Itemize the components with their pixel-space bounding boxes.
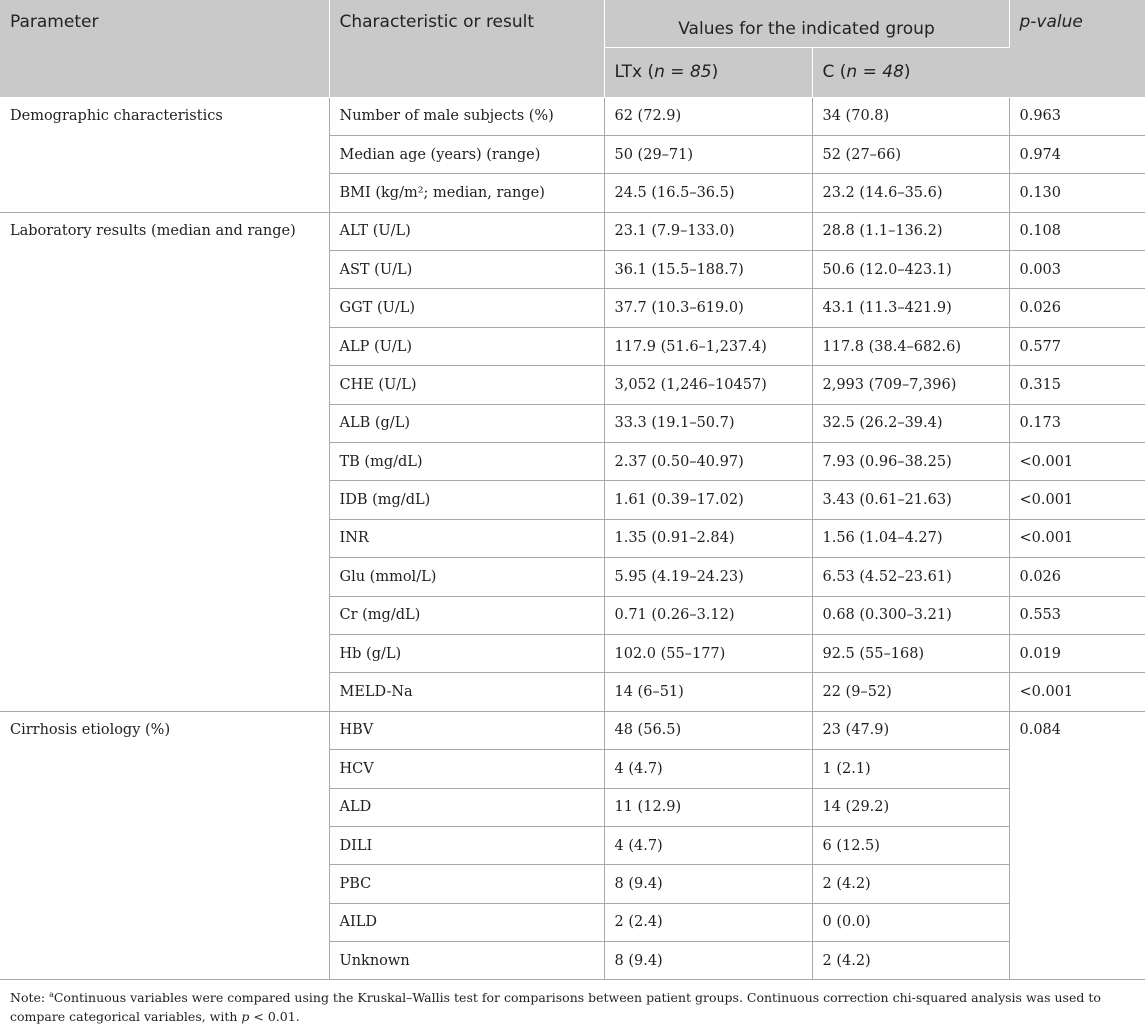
cell-c-value: 14 (29.2) bbox=[812, 788, 1009, 826]
cell-c-value: 7.93 (0.96–38.25) bbox=[812, 443, 1009, 481]
cell-ltx-value: 48 (56.5) bbox=[604, 711, 812, 749]
cell-c-value: 28.8 (1.1–136.2) bbox=[812, 212, 1009, 250]
table-row bbox=[0, 711, 1145, 749]
cell-characteristic: HCV bbox=[329, 750, 604, 788]
section-label: Demographic characteristics bbox=[0, 97, 329, 212]
cell-c-value: 2 (4.2) bbox=[812, 865, 1009, 903]
cell-ltx-value: 11 (12.9) bbox=[604, 788, 812, 826]
cell-ltx-value: 36.1 (15.5–188.7) bbox=[604, 251, 812, 289]
cell-ltx-value: 62 (72.9) bbox=[604, 97, 812, 135]
cell-ltx-value: 8 (9.4) bbox=[604, 865, 812, 903]
cell-c-value: 1.56 (1.04–4.27) bbox=[812, 519, 1009, 557]
cell-characteristic: AST (U/L) bbox=[329, 251, 604, 289]
cell-p-value: <0.001 bbox=[1009, 481, 1145, 519]
cell-ltx-value: 8 (9.4) bbox=[604, 942, 812, 980]
section-label: Cirrhosis etiology (%) bbox=[0, 711, 329, 980]
cell-ltx-value: 0.71 (0.26–3.12) bbox=[604, 596, 812, 634]
cell-characteristic: Cr (mg/dL) bbox=[329, 596, 604, 634]
cell-p-value: <0.001 bbox=[1009, 443, 1145, 481]
cell-c-value: 34 (70.8) bbox=[812, 97, 1009, 135]
cell-c-value: 23.2 (14.6–35.6) bbox=[812, 174, 1009, 212]
cell-ltx-value: 33.3 (19.1–50.7) bbox=[604, 404, 812, 442]
cell-ltx-value: 117.9 (51.6–1,237.4) bbox=[604, 327, 812, 365]
cell-c-value: 52 (27–66) bbox=[812, 135, 1009, 173]
cell-c-value: 23 (47.9) bbox=[812, 711, 1009, 749]
table-body bbox=[0, 97, 1145, 980]
cell-characteristic: PBC bbox=[329, 865, 604, 903]
cell-p-value: 0.108 bbox=[1009, 212, 1145, 250]
table-note bbox=[10, 985, 1135, 1026]
cell-characteristic: ALT (U/L) bbox=[329, 212, 604, 250]
cell-c-value: 3.43 (0.61–21.63) bbox=[812, 481, 1009, 519]
cell-characteristic: IDB (mg/dL) bbox=[329, 481, 604, 519]
cell-c-value: 22 (9–52) bbox=[812, 673, 1009, 711]
header-group-ltx: LTx (n = 85) bbox=[604, 47, 812, 97]
cell-c-value: 6.53 (4.52–23.61) bbox=[812, 558, 1009, 596]
note-p-symbol: p bbox=[241, 1009, 250, 1025]
cell-characteristic: Median age (years) (range) bbox=[329, 135, 604, 173]
cell-characteristic: CHE (U/L) bbox=[329, 366, 604, 404]
cell-characteristic: ALP (U/L) bbox=[329, 327, 604, 365]
cell-c-value: 117.8 (38.4–682.6) bbox=[812, 327, 1009, 365]
cell-ltx-value: 14 (6–51) bbox=[604, 673, 812, 711]
note-superscript: a bbox=[49, 990, 54, 999]
cell-characteristic: ALB (g/L) bbox=[329, 404, 604, 442]
cell-characteristic: DILI bbox=[329, 826, 604, 864]
cell-characteristic: ALD bbox=[329, 788, 604, 826]
cell-characteristic: MELD-Na bbox=[329, 673, 604, 711]
table-row bbox=[0, 97, 1145, 135]
cell-c-value: 50.6 (12.0–423.1) bbox=[812, 251, 1009, 289]
cell-characteristic: Unknown bbox=[329, 942, 604, 980]
table-header bbox=[0, 0, 1145, 97]
cell-ltx-value: 50 (29–71) bbox=[604, 135, 812, 173]
cell-p-value: <0.001 bbox=[1009, 673, 1145, 711]
cell-characteristic: BMI (kg/m²; median, range) bbox=[329, 174, 604, 212]
table-row bbox=[0, 212, 1145, 250]
cell-c-value: 32.5 (26.2–39.4) bbox=[812, 404, 1009, 442]
section-label: Laboratory results (median and range) bbox=[0, 212, 329, 711]
cell-ltx-value: 5.95 (4.19–24.23) bbox=[604, 558, 812, 596]
cell-characteristic: GGT (U/L) bbox=[329, 289, 604, 327]
header-parameter: Parameter bbox=[0, 0, 329, 97]
header-group-ltx-name: LTx bbox=[614, 62, 643, 82]
cell-characteristic: AILD bbox=[329, 903, 604, 941]
header-values-group: Values for the indicated group bbox=[604, 0, 1009, 47]
cell-c-value: 92.5 (55–168) bbox=[812, 634, 1009, 672]
header-characteristic: Characteristic or result bbox=[329, 0, 604, 97]
cell-p-value: 0.026 bbox=[1009, 289, 1145, 327]
cell-p-value: 0.173 bbox=[1009, 404, 1145, 442]
cell-ltx-value: 4 (4.7) bbox=[604, 826, 812, 864]
note-text-2: < 0.01. bbox=[249, 1009, 300, 1025]
cell-c-value: 43.1 (11.3–421.9) bbox=[812, 289, 1009, 327]
cell-ltx-value: 4 (4.7) bbox=[604, 750, 812, 788]
cell-ltx-value: 3,052 (1,246–10457) bbox=[604, 366, 812, 404]
header-group-c: C (n = 48) bbox=[812, 47, 1009, 97]
cell-p-value: 0.084 bbox=[1009, 711, 1145, 980]
cell-c-value: 2 (4.2) bbox=[812, 942, 1009, 980]
header-group-c-name: C bbox=[822, 62, 835, 82]
cell-c-value: 1 (2.1) bbox=[812, 750, 1009, 788]
header-p-value: p-value bbox=[1009, 0, 1145, 97]
cell-ltx-value: 24.5 (16.5–36.5) bbox=[604, 174, 812, 212]
cell-ltx-value: 2 (2.4) bbox=[604, 903, 812, 941]
cell-ltx-value: 37.7 (10.3–619.0) bbox=[604, 289, 812, 327]
cell-characteristic: TB (mg/dL) bbox=[329, 443, 604, 481]
note-prefix: Note: bbox=[10, 990, 50, 1006]
cell-ltx-value: 1.35 (0.91–2.84) bbox=[604, 519, 812, 557]
cell-c-value: 0.68 (0.300–3.21) bbox=[812, 596, 1009, 634]
cell-p-value: <0.001 bbox=[1009, 519, 1145, 557]
cell-c-value: 0 (0.0) bbox=[812, 903, 1009, 941]
note-text-1: Continuous variables were compared using the Kruskal–Wallis test for comparisons between patient groups. Continuous correction chi-squared analysis was used to compare categorical variables, with bbox=[10, 990, 1101, 1025]
cell-p-value: 0.974 bbox=[1009, 135, 1145, 173]
cell-c-value: 2,993 (709–7,396) bbox=[812, 366, 1009, 404]
cell-p-value: 0.026 bbox=[1009, 558, 1145, 596]
header-group-c-n: n = 48 bbox=[846, 62, 904, 82]
cell-characteristic: Glu (mmol/L) bbox=[329, 558, 604, 596]
cell-ltx-value: 23.1 (7.9–133.0) bbox=[604, 212, 812, 250]
cell-p-value: 0.315 bbox=[1009, 366, 1145, 404]
cell-characteristic: INR bbox=[329, 519, 604, 557]
cell-ltx-value: 102.0 (55–177) bbox=[604, 634, 812, 672]
cell-c-value: 6 (12.5) bbox=[812, 826, 1009, 864]
cell-characteristic: HBV bbox=[329, 711, 604, 749]
cell-characteristic: Number of male subjects (%) bbox=[329, 97, 604, 135]
cell-ltx-value: 2.37 (0.50–40.97) bbox=[604, 443, 812, 481]
cell-p-value: 0.130 bbox=[1009, 174, 1145, 212]
cell-p-value: 0.019 bbox=[1009, 634, 1145, 672]
cell-p-value: 0.003 bbox=[1009, 251, 1145, 289]
header-group-ltx-n: n = 85 bbox=[654, 62, 712, 82]
cell-p-value: 0.577 bbox=[1009, 327, 1145, 365]
cell-p-value: 0.963 bbox=[1009, 97, 1145, 135]
cell-characteristic: Hb (g/L) bbox=[329, 634, 604, 672]
cell-ltx-value: 1.61 (0.39–17.02) bbox=[604, 481, 812, 519]
cell-p-value: 0.553 bbox=[1009, 596, 1145, 634]
